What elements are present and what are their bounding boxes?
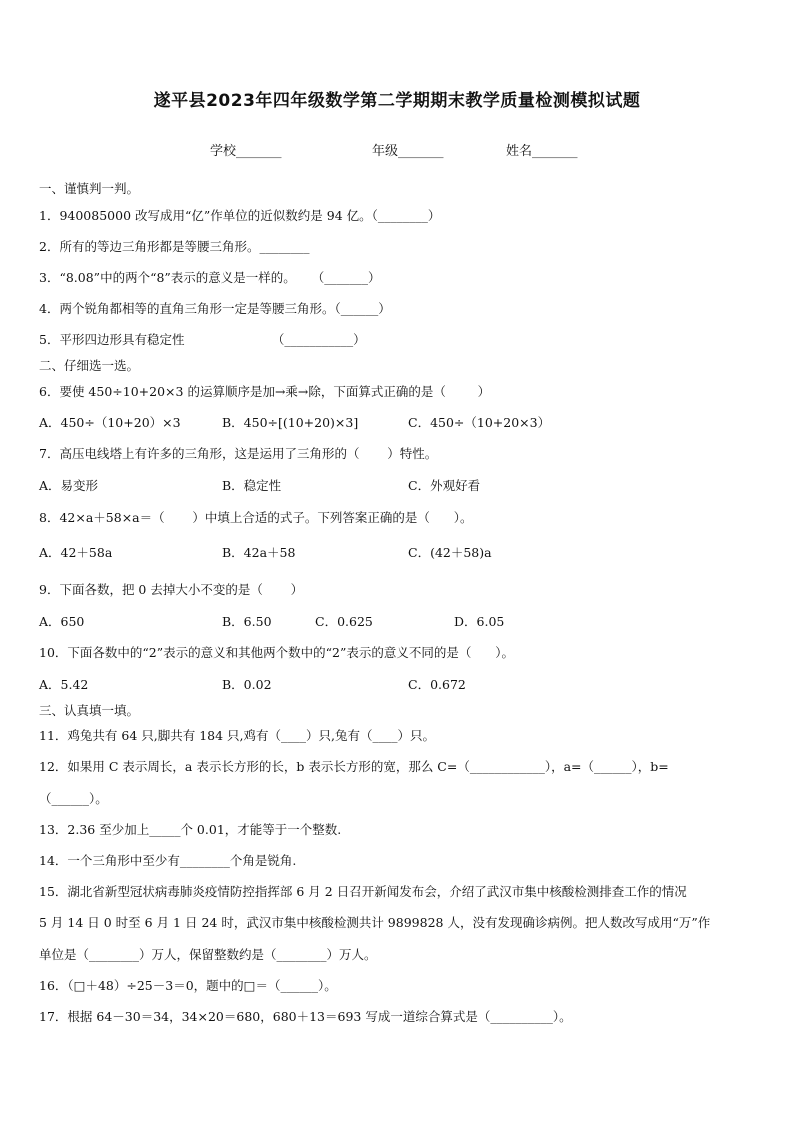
q7-option-c: C．外观好看 — [408, 478, 481, 493]
page-title: 遂平县2023年四年级数学第二学期期末教学质量检测模拟试题 — [153, 91, 641, 111]
question-8: 8．42×a＋58×a＝（ ）中填上合适的式子。下列答案正确的是（ ）。 — [39, 510, 473, 525]
q8-option-a: A．42＋58a — [39, 545, 113, 560]
question-15: 15．湖北省新型冠状病毒肺炎疫情防控指挥部 6 月 2 日召开新闻发布会，介绍了武汉市集中核酸检测排查工作的情况 — [39, 884, 687, 899]
q7-option-a: A．易变形 — [39, 478, 99, 493]
q6-option-c: C．450÷（10+20×3） — [408, 415, 551, 430]
q9-option-a: A．650 — [39, 614, 85, 629]
question-10: 10．下面各数中的“2”表示的意义和其他两个数中的“2”表示的意义不同的是（ ）。 — [39, 645, 514, 660]
question-7: 7．高压电线塔上有许多的三角形，这是运用了三角形的（ ）特性。 — [39, 446, 438, 461]
q10-option-a: A．5.42 — [39, 677, 89, 692]
question-9: 9．下面各数，把 0 去掉大小不变的是（ ） — [39, 582, 304, 597]
question-13: 13．2.36 至少加上_____个 0.01，才能等于一个整数. — [39, 822, 342, 837]
question-14: 14．一个三角形中至少有________个角是锐角. — [39, 853, 297, 868]
question-15-continued-2: 单位是（________）万人，保留整数约是（________）万人。 — [39, 947, 377, 962]
q9-option-d: D．6.05 — [454, 614, 505, 629]
section-heading-judge: 一、谨慎判一判。 — [39, 181, 140, 196]
q7-option-b: B．稳定性 — [222, 478, 282, 493]
q8-option-b: B．42a＋58 — [222, 545, 296, 560]
question-1: 1．940085000 改写成用“亿”作单位的近似数约是 94 亿。（________） — [39, 208, 441, 223]
question-6: 6．要使 450÷10+20×3 的运算顺序是加→乘→除，下面算式正确的是（ ） — [39, 384, 491, 399]
question-3: 3．“8.08”中的两个“8”表示的意义是一样的。 （_______） — [39, 270, 381, 285]
question-17: 17．根据 64－30＝34，34×20＝680，680＋13＝693 写成一道综合算式是（__________）。 — [39, 1009, 572, 1024]
school-field: 学校_______ — [210, 144, 282, 159]
grade-field: 年级_______ — [372, 144, 444, 159]
question-12: 12．如果用 C 表示周长，a 表示长方形的长，b 表示长方形的宽，那么 C=（____________），a=（______），b= — [39, 759, 669, 774]
question-16: 16．（□＋48）÷25－3＝0，题中的□＝（______）。 — [39, 978, 337, 993]
q10-option-b: B．0.02 — [222, 677, 272, 692]
name-field: 姓名_______ — [506, 144, 578, 159]
question-15-continued-1: 5 月 14 日 0 时至 6 月 1 日 24 时，武汉市集中核酸检测共计 9899828 人，没有发现确诊病例。把人数改写成用“万”作 — [39, 915, 711, 930]
q8-option-c: C．(42＋58)a — [408, 545, 492, 560]
question-12-continued: （______）。 — [39, 791, 108, 806]
question-4: 4．两个锐角都相等的直角三角形一定是等腰三角形。（______） — [39, 301, 391, 316]
q9-option-c: C．0.625 — [315, 614, 373, 629]
q6-option-a: A．450÷（10+20）×3 — [39, 415, 181, 430]
section-heading-choose: 二、仔细选一选。 — [39, 358, 140, 373]
section-heading-fill: 三、认真填一填。 — [39, 703, 140, 718]
question-5: 5．平形四边形具有稳定性 （___________） — [39, 332, 366, 347]
question-2: 2．所有的等边三角形都是等腰三角形。________ — [39, 239, 310, 254]
question-11: 11．鸡兔共有 64 只,脚共有 184 只,鸡有（____）只,兔有（____）只。 — [39, 728, 435, 743]
q6-option-b: B．450÷[(10+20)×3] — [222, 415, 359, 430]
q9-option-b: B．6.50 — [222, 614, 272, 629]
q10-option-c: C．0.672 — [408, 677, 466, 692]
